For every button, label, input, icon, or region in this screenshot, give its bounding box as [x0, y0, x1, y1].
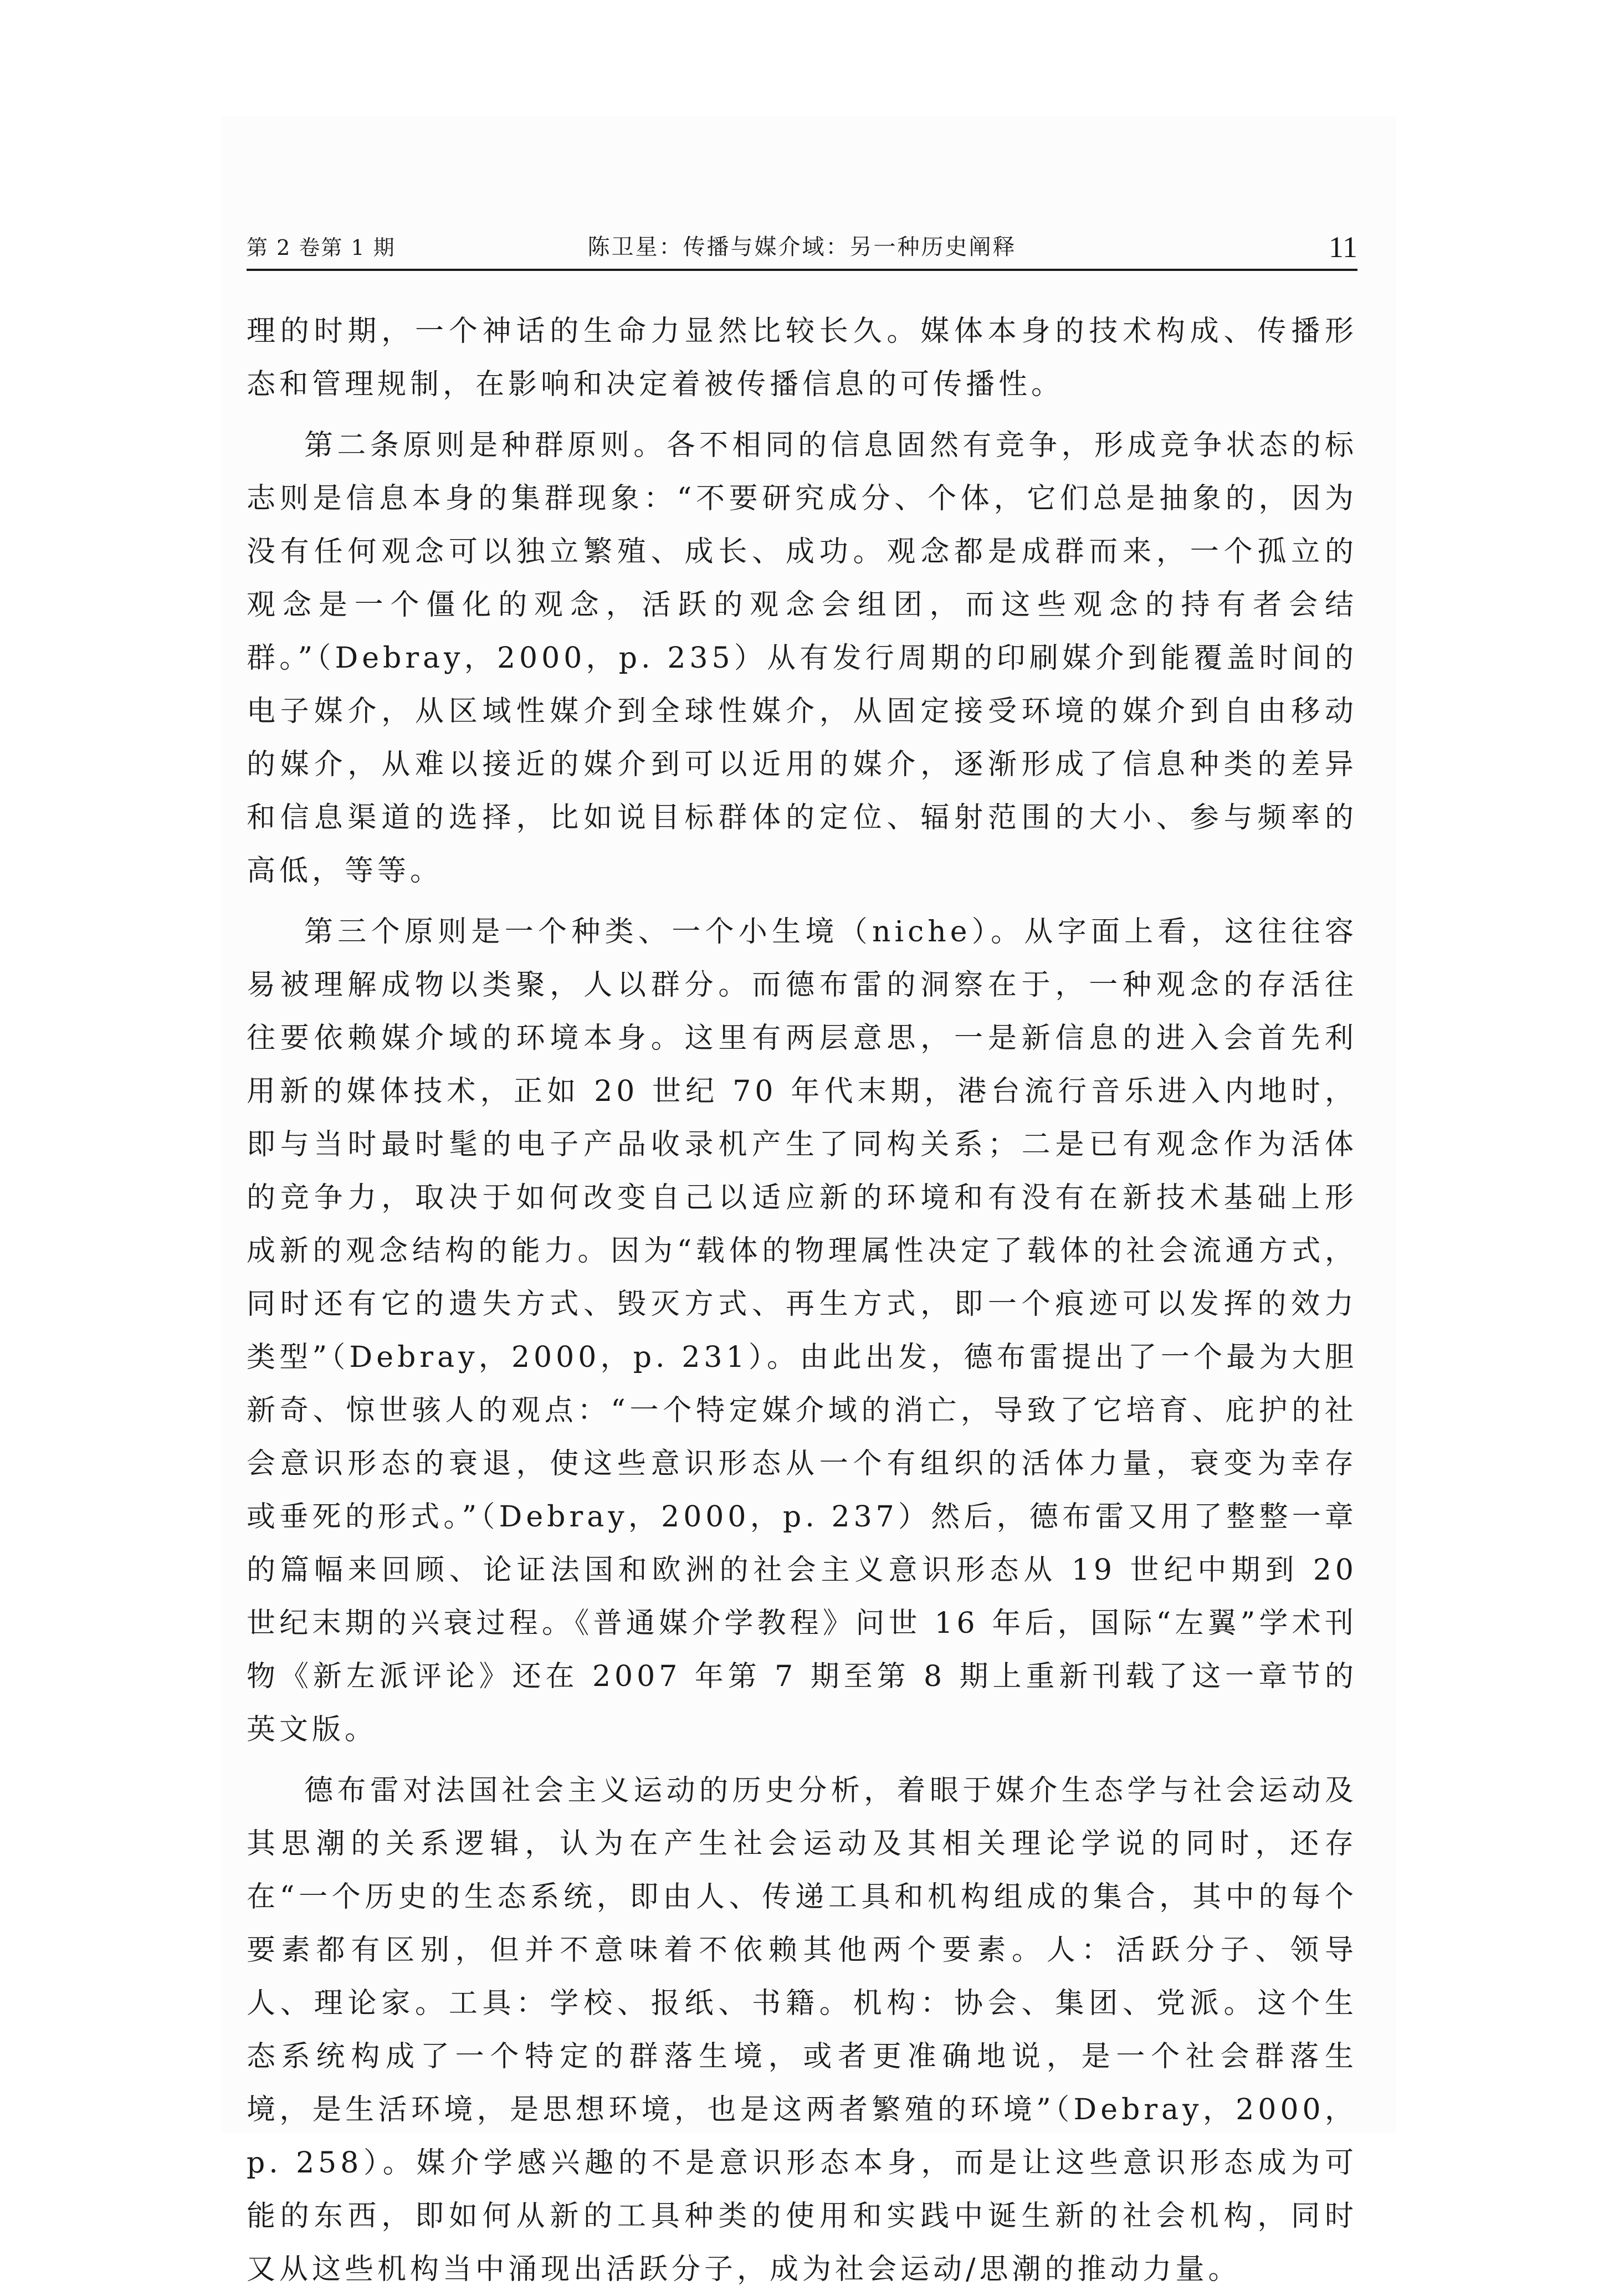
article-running-title: 陈卫星：传播与媒介域：另一种历史阐释: [587, 234, 1017, 260]
paragraph-socialism-analysis: 德布雷对法国社会主义运动的历史分析，着眼于媒介生态学与社会运动及其思潮的关系逻辑，认为在产生社会运动及其相关理论学说的同时，还存在“一个历史的生态系统，即由人、传递工具和机构组成的集合，其中的每个要素都有区别，但并不意味着不依赖其他两个要素。人：活跃分子、领导人、理论家。工具：学校、报纸、书籍。机构：协会、集团、党派。这个生态系统构成了一个特定的群落生境，或者更准确地说，是一个社会群落生境，是生活环境，是思想环境，也是这两者繁殖的环境”（Debray，2000，p. 258）。媒介学感兴趣的不是意识形态本身，而是让这些意识形态成为可能的东西，即如何从新的工具种类的使用和实践中诞生新的社会机构，同时又从这些机构当中涌现出活跃分子，成为社会运动/思潮的推动力量。: [247, 1774, 1357, 2286]
running-head: [247, 219, 1357, 271]
paragraph-second-principle: 第二条原则是种群原则。各不相同的信息固然有竞争，形成竞争状态的标志则是信息本身的集群现象：“不要研究成分、个体，它们总是抽象的，因为没有任何观念可以独立繁殖、成长、成功。观念都是成群而来，一个孤立的观念是一个僵化的观念，活跃的观念会组团，而这些观念的持有者会结群。”（Debray，2000，p. 235）从有发行周期的印刷媒介到能覆盖时间的电子媒介，从区域性媒介到全球性媒介，从固定接受环境的媒介到自由移动的媒介，从难以接近的媒介到可以近用的媒介，逐渐形成了信息种类的差异和信息渠道的选择，比如说目标群体的定位、辐射范围的大小、参与频率的高低，等等。: [247, 429, 1357, 888]
page-number: 11: [1329, 230, 1357, 264]
paragraph-third-principle: 第三个原则是一个种类、一个小生境（niche）。从字面上看，这往往容易被理解成物以类聚，人以群分。而德布雷的洞察在于，一种观念的存活往往要依赖媒介域的环境本身。这里有两层意思，一是新信息的进入会首先利用新的媒体技术，正如 20 世纪 70 年代末期，港台流行音乐进入内地时，即与当时最时髦的电子产品收录机产生了同构关系；二是已有观念作为活体的竞争力，取决于如何改变自己以适应新的环境和有没有在新技术基础上形成新的观念结构的能力。因为“载体的物理属性决定了载体的社会流通方式，同时还有它的遗失方式、毁灭方式、再生方式，即一个痕迹可以发挥的效力类型”（Debray，2000，p. 231）。由此出发，德布雷提出了一个最为大胆新奇、惊世骇人的观点：“一个特定媒介域的消亡，导致了它培育、庇护的社会意识形态的衰退，使这些意识形态从一个有组织的活体力量，衰变为幸存或垂死的形式。”（Debray，2000，p. 237）然后，德布雷又用了整整一章的篇幅来回顾、论证法国和欧洲的社会主义意识形态从 19 世纪中期到 20 世纪末期的兴衰过程。《普通媒介学教程》问世 16 年后，国际“左翼”学术刊物《新左派评论》还在 2007 年第 7 期至第 8 期上重新刊载了这一章节的英文版。: [247, 915, 1357, 1746]
journal-issue: 第 2 卷第 1 期: [247, 235, 396, 260]
paragraph-continuation: 理的时期，一个神话的生命力显然比较长久。媒体本身的技术构成、传播形态和管理规制，在影响和决定着被传播信息的可传播性。: [247, 315, 1357, 401]
article-body: [247, 305, 1357, 2296]
